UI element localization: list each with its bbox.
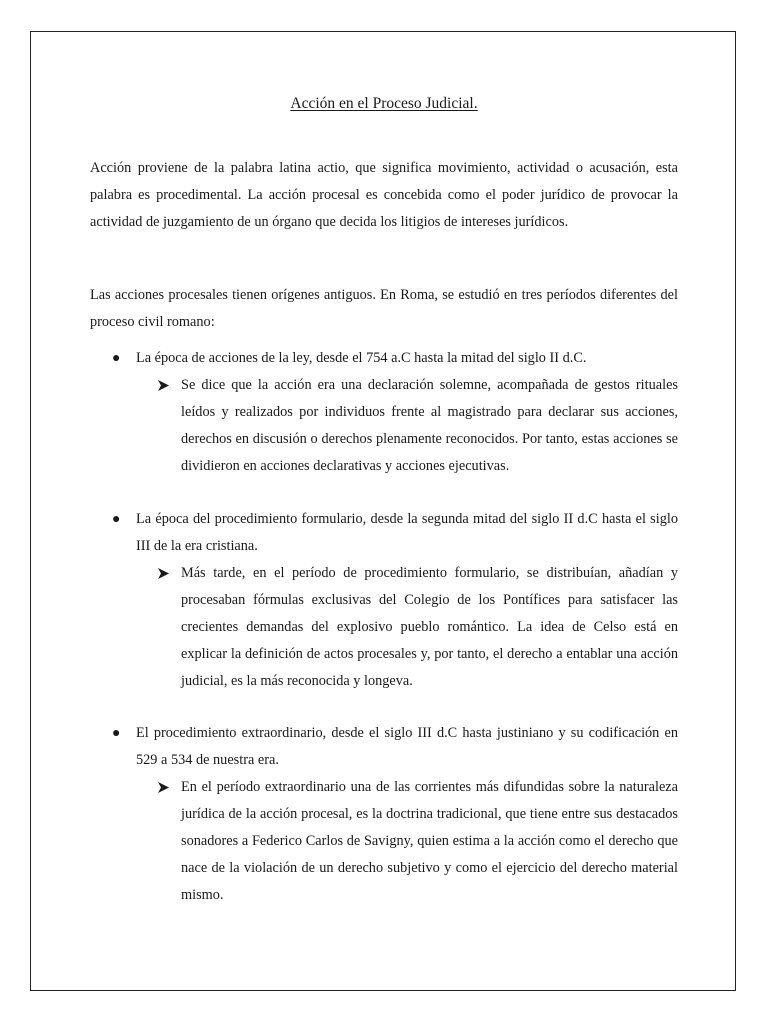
period-detail-3: En el período extraordinario una de las corrientes más difundidas sobre la naturaleza jurídica de la acción procesal, es la doctrina tradicional, que tiene entre sus destacados sonadores a Federico Carlos de Savigny, quien estima a la acción como el derecho que nace de la violación de un derecho subjetivo y como el ejercicio del derecho material mismo. (181, 779, 678, 903)
period-item-3: El procedimiento extraordinario, desde el siglo III d.C hasta justiniano y su codificación en 529 a 534 de nuestra era. (136, 725, 678, 768)
bullet-icon: ● (112, 512, 121, 527)
document-title: Acción en el Proceso Judicial. (290, 95, 478, 112)
bullet-icon: ● (112, 726, 121, 741)
bullet-icon: ● (112, 351, 121, 366)
arrowhead-bullet-icon (158, 372, 172, 399)
second-paragraph: Las acciones procesales tienen orígenes antiguos. En Roma, se estudió en tres períodos diferentes del proceso civil romano: (90, 287, 678, 330)
period-detail-2: Más tarde, en el período de procedimiento formulario, se distribuían, añadían y procesaban fórmulas exclusivas del Colegio de los Pontífices para satisfacer las crecientes demandas del explosivo pueblo romántico. La idea de Celso está en explicar la definición de actos procesales y, por tanto, el derecho a entablar una acción judicial, es la más reconocida y longeva. (181, 565, 678, 689)
period-item-1: La época de acciones de la ley, desde el 754 a.C hasta la mitad del siglo II d.C. (136, 350, 587, 366)
arrowhead-bullet-icon (158, 774, 172, 801)
arrowhead-bullet-icon (158, 560, 172, 587)
period-detail-1: Se dice que la acción era una declaración solemne, acompañada de gestos rituales leídos y realizados por individuos frente al magistrado para declarar sus acciones, derechos en discusión o derechos plenamente reconocidos. Por tanto, estas acciones se dividieron en acciones declarativas y acciones ejecutivas. (181, 377, 678, 474)
period-item-2: La época del procedimiento formulario, desde la segunda mitad del siglo II d.C hasta el siglo III de la era cristiana. (136, 511, 678, 554)
intro-paragraph: Acción proviene de la palabra latina actio, que significa movimiento, actividad o acusación, esta palabra es procedimental. La acción procesal es concebida como el poder jurídico de provocar la actividad de juzgamiento de un órgano que decida los litigios de intereses jurídicos. (90, 160, 678, 230)
